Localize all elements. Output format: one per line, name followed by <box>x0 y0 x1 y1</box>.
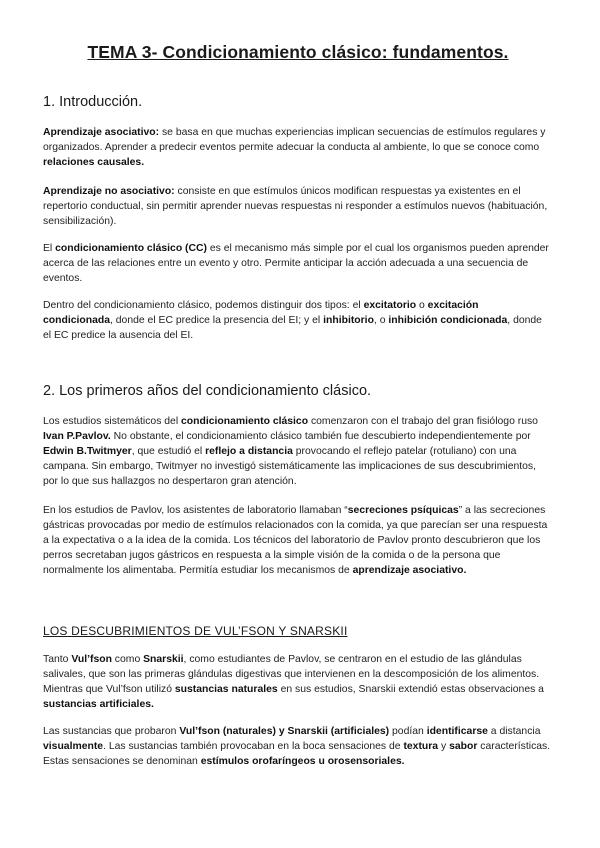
bold-term: Vul’fson (naturales) y Snarskii (artificiales) <box>179 726 390 737</box>
text-run: consiste en que estímulos únicos modifican respuestas ya existentes en el repertorio conductual, sin permitir aprender nuevas respuestas ni responder a estímulos nuevos (habituación, sensibilización). <box>43 186 548 227</box>
paragraph <box>43 652 551 712</box>
bold-term: textura <box>403 741 439 752</box>
bold-term: excitatorio <box>363 300 417 311</box>
text-run: Los estudios sistemáticos del <box>43 416 182 427</box>
bold-term: Vul’fson <box>71 654 112 665</box>
section-heading-introduccion: 1. Introducción. <box>43 94 143 110</box>
text-run: No obstante, el condicionamiento clásico también fue descubierto independientemente por <box>110 431 531 442</box>
bold-term: Aprendizaje asociativo: <box>43 127 160 138</box>
bold-term: excitación condicionada <box>43 300 479 326</box>
text-run: , donde el EC predice la presencia del EI; y el <box>109 315 324 326</box>
paragraph <box>43 184 551 229</box>
text-run: en sus estudios, Snarskii extendió estas observaciones a <box>277 684 544 695</box>
bold-term: Snarskii <box>143 654 184 665</box>
bold-term: condicionamiento clásico <box>181 416 309 427</box>
paragraph <box>43 414 551 489</box>
text-run: , donde el EC predice la ausencia del EI. <box>43 315 542 341</box>
bold-term: aprendizaje asociativo. <box>352 565 467 576</box>
bold-term: secreciones psíquicas <box>347 505 459 516</box>
paragraph <box>43 298 551 343</box>
text-run: Las sustancias que probaron <box>43 726 180 737</box>
bold-term: Edwin B.Twitmyer <box>43 446 132 457</box>
text-run: comenzaron con el trabajo del gran fisiólogo ruso <box>308 416 538 427</box>
text-run: se basa en que muchas experiencias implican secuencias de estímulos regulares y organizados. Aprender a predecir eventos permite adecuar la conducta al ambiente, lo que se conoce como <box>43 127 546 153</box>
bold-term: Aprendizaje no asociativo: <box>43 186 175 197</box>
paragraph <box>43 241 551 286</box>
bold-term: reflejo a distancia <box>205 446 293 457</box>
text-run: es el mecanismo más simple por el cual los organismos pueden aprender acerca de las relaciones entre un evento y otro. Permite anticipar la acción adecuada a una secuencia de eventos. <box>43 243 549 284</box>
text-run: . Las sustancias también provocaban en la boca sensaciones de <box>103 741 404 752</box>
paragraph <box>43 503 551 578</box>
text-run: y <box>438 741 450 752</box>
bold-term: estímulos orofaríngeos u orosensoriales. <box>200 756 405 767</box>
text-run: Dentro del condicionamiento clásico, podemos distinguir dos tipos: el <box>43 300 364 311</box>
text-run: a distancia <box>487 726 541 737</box>
bold-term: inhibición condicionada <box>388 315 508 326</box>
text-run: o <box>416 300 428 311</box>
bold-term: visualmente <box>43 741 104 752</box>
text-run: , que estudió el <box>131 446 206 457</box>
text-run: ” a las secreciones gástricas provocadas por medio de estímulos relacionados con la comida, ya que parecían ser una respuesta a la expectativa o a la idea de la comida. Los técnicos del laboratorio de Pavlov pronto descubrieron que los perros secretaban jugos gástricos en respuesta a la simple visión de la comida o de la persona que normalmente los alimentaba. Permitía estudiar los mecanismos de <box>43 505 548 576</box>
section-heading-primeros-anos: 2. Los primeros años del condicionamiento clásico. <box>43 383 372 399</box>
bold-term: identificarse <box>426 726 488 737</box>
bold-term: sustancias artificiales. <box>43 699 154 710</box>
text-run: características. Estas sensaciones se denominan <box>43 741 551 767</box>
bold-term: inhibitorio <box>323 315 374 326</box>
bold-term: relaciones causales. <box>43 157 145 168</box>
bold-term: Ivan P.Pavlov. <box>43 431 111 442</box>
text-run: , o <box>373 315 389 326</box>
text-run: provocando el reflejo patelar (rotuliano) con una campana. Sin embargo, Twitmyer no investigó sistemáticamente las implicaciones de sus descubrimientos, por lo que sus hallazgos no despertaron gran atención. <box>43 446 537 487</box>
bold-term: condicionamiento clásico (CC) <box>55 243 207 254</box>
text-run: , como estudiantes de Pavlov, se centraron en el estudio de las glándulas salivales, que son las primeras glándulas digestivas que intervienen en la descomposición de los alimentos. Mientras que Vul’fson utilizó <box>43 654 540 695</box>
text-run: podían <box>389 726 427 737</box>
bold-term: sustancias naturales <box>174 684 278 695</box>
paragraph <box>43 724 551 769</box>
text-run: En los estudios de Pavlov, los asistentes de laboratorio llamaban “ <box>43 505 348 516</box>
text-run: como <box>111 654 144 665</box>
subsection-heading-vulfson-snarskii: LOS DESCUBRIMIENTOS DE VUL’FSON Y SNARSKII <box>43 624 348 638</box>
bold-term: sabor <box>449 741 478 752</box>
paragraph <box>43 125 551 170</box>
page-title: TEMA 3- Condicionamiento clásico: fundamentos. <box>87 42 509 62</box>
text-run: El <box>43 243 56 254</box>
text-run: Tanto <box>43 654 72 665</box>
